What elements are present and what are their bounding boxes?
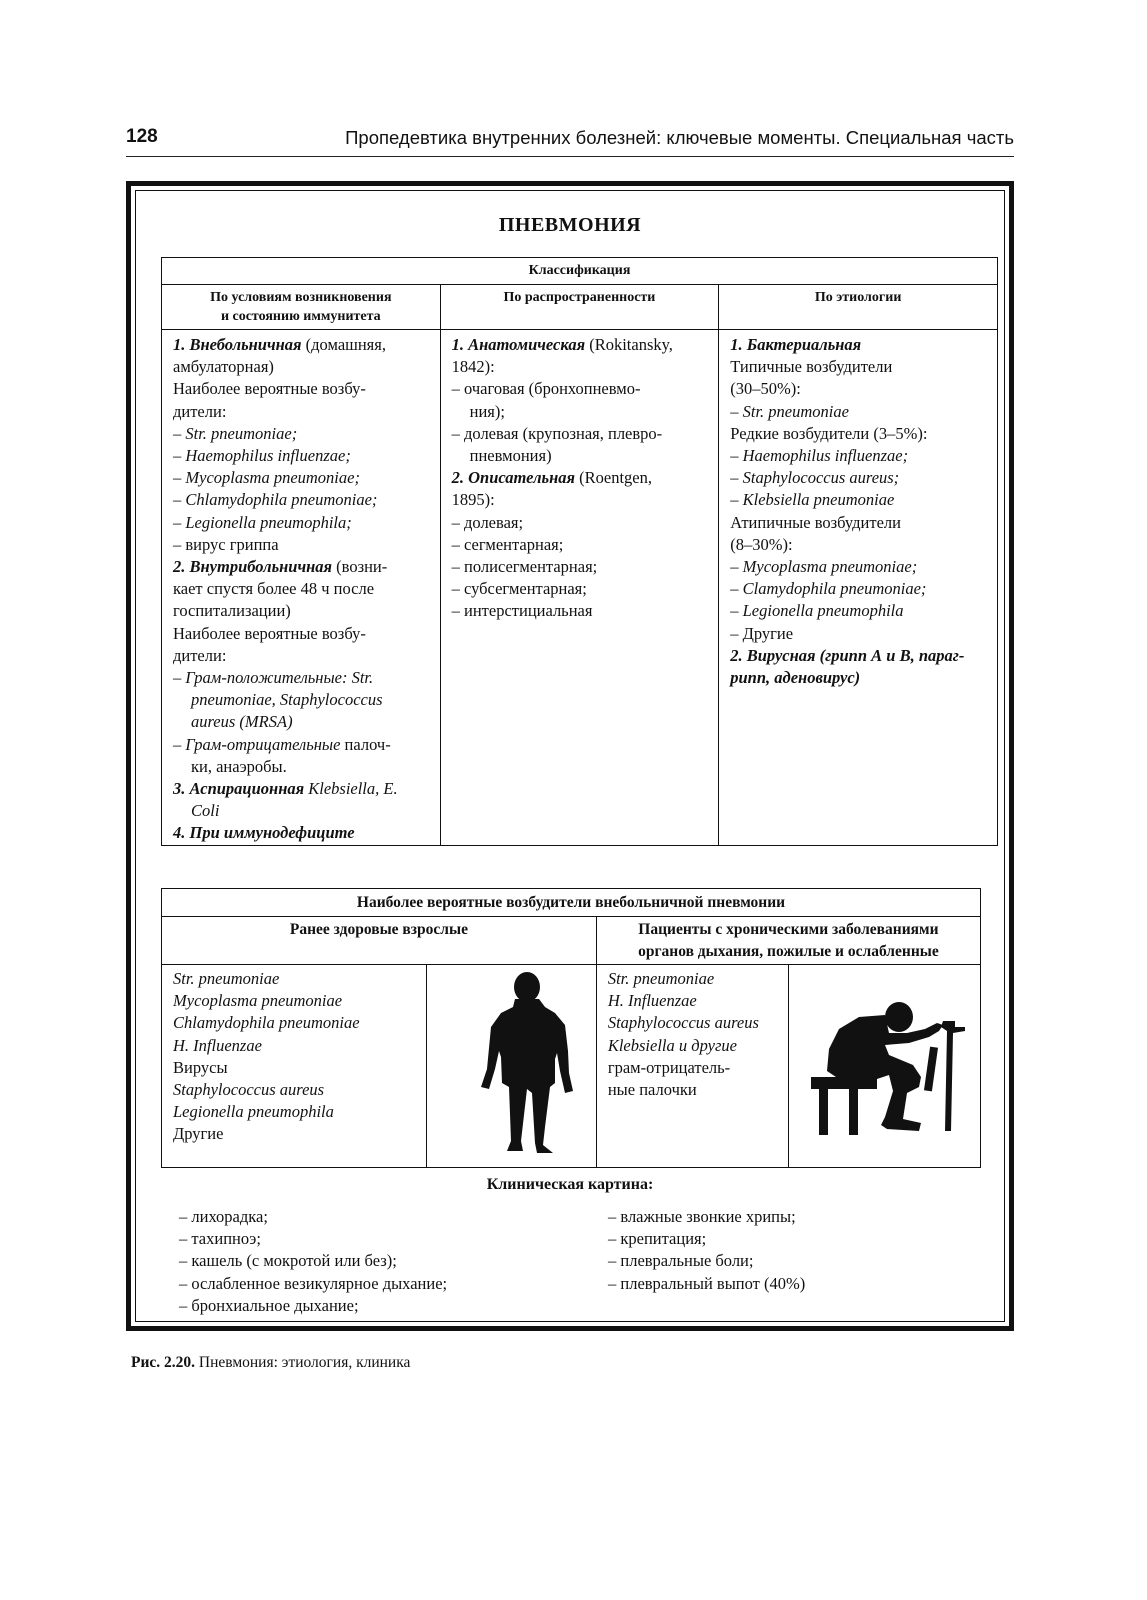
clinical-picture-heading: Клиническая картина: [486, 1176, 654, 1193]
clinical-item: – плевральные боли; [608, 1251, 754, 1271]
col-conditions: 1. Внебольничная (домашняя, амбулаторная) Наиболее вероятные возбу- дители: – Str. pneumoniae; – Haemophilus influenzae; – Mycoplasma pneumoniae; – Chlamydophila pneumoniae; – Legionella pneumophila; – вирус гриппа 2. Внутрибольничная (возни- кает спустя более 48 ч после госпитализации) Наиболее вероятные возбу- дители: – Грам-положительные: Str. pneumoniae, Staphylococcus aureus (MRSA) – Грам-отрицательные палоч- ки, анаэробы. 3. Аспирационная Klebsiella, E. Coli 4. При иммунодефиците [162, 330, 441, 846]
clinical-item: – плевральный выпот (40%) [608, 1273, 806, 1293]
clinical-list-left [179, 1206, 447, 1317]
page-number: 128 [126, 126, 158, 147]
chronic-pathogen-list: Str. pneumoniae H. Influenzae Staphylococcus aureus Klebsiella и другие грам-отрицатель- ные палочки [596, 965, 788, 1168]
col-extent: 1. Анатомическая (Rokitansky, 1842): – очаговая (бронхопневмо- ния); – долевая (крупозная, плевро- пневмония) 2. Описательная (Roentgen, 1895): – долевая; – сегментарная; – полисегментарная; – субсегментарная; – интерстициальная [440, 330, 719, 846]
clinical-item: – тахипноэ; [179, 1229, 261, 1249]
running-header [126, 126, 1014, 157]
classification-table [161, 257, 998, 846]
figure-title: ПНЕВМОНИЯ [498, 214, 642, 236]
col-etiology: 1. Бактериальная Типичные возбудители (30–50%): – Str. pneumoniae Редкие возбудители (3–5%): – Haemophilus influenzae; – Staphylococcus aureus; – Klebsiella pneumoniae Атипичные возбудители (8–30%): – Mycoplasma pneumoniae; – Clamydophila pneumoniae; – Legionella pneumophila – Другие 2. Вирусная (грипп А и В, параг- рипп, аденовирус) [719, 330, 998, 846]
healthy-pathogen-list: Str. pneumoniae Mycoplasma pneumoniae Chlamydophila pneumoniae H. Influenzae Вирусы Staphylococcus aureus Legionella pneumophila Другие [162, 965, 427, 1168]
clinical-list-right [608, 1206, 805, 1295]
standing-man-silhouette [427, 965, 596, 1161]
running-title: Пропедевтика внутренних болезней: ключевые моменты. Специальная часть [345, 127, 1014, 148]
figure-frame [126, 181, 1014, 1331]
pathogens-table [161, 888, 981, 1168]
head-chronic-patients: Пациенты с хроническими заболеваниями органов дыхания, пожилые и ослабленные [596, 917, 980, 965]
clinical-item: – кашель (с мокротой или без); [179, 1251, 397, 1271]
col-head-extent: По распространенности [440, 285, 719, 330]
elderly-man-figure [788, 965, 980, 1168]
pathogens-heading: Наиболее вероятные возбудители внебольничной пневмонии [162, 889, 981, 917]
clinical-item: – влажные звонкие хрипы; [608, 1207, 796, 1226]
figure-inner-border [135, 190, 1005, 1322]
clinical-item: – лихорадка; [179, 1207, 268, 1226]
figure-caption-label: Рис. 2.20. [131, 1354, 196, 1371]
standing-man-figure [426, 965, 596, 1168]
clinical-item: – крепитация; [608, 1229, 707, 1249]
clinical-item: – ослабленное везикулярное дыхание; [179, 1273, 448, 1293]
classification-heading: Классификация [162, 258, 998, 285]
col-head-conditions: По условиям возникновения и состоянию иммунитета [162, 285, 441, 330]
figure-caption [131, 1354, 410, 1372]
figure-caption-text: Пневмония: этиология, клиника [195, 1354, 411, 1371]
seated-elderly-man-silhouette [789, 965, 980, 1161]
clinical-item: – бронхиальное дыхание; [179, 1295, 359, 1315]
col-head-etiology: По этиологии [719, 285, 998, 330]
head-healthy-adults: Ранее здоровые взрослые [162, 917, 597, 965]
